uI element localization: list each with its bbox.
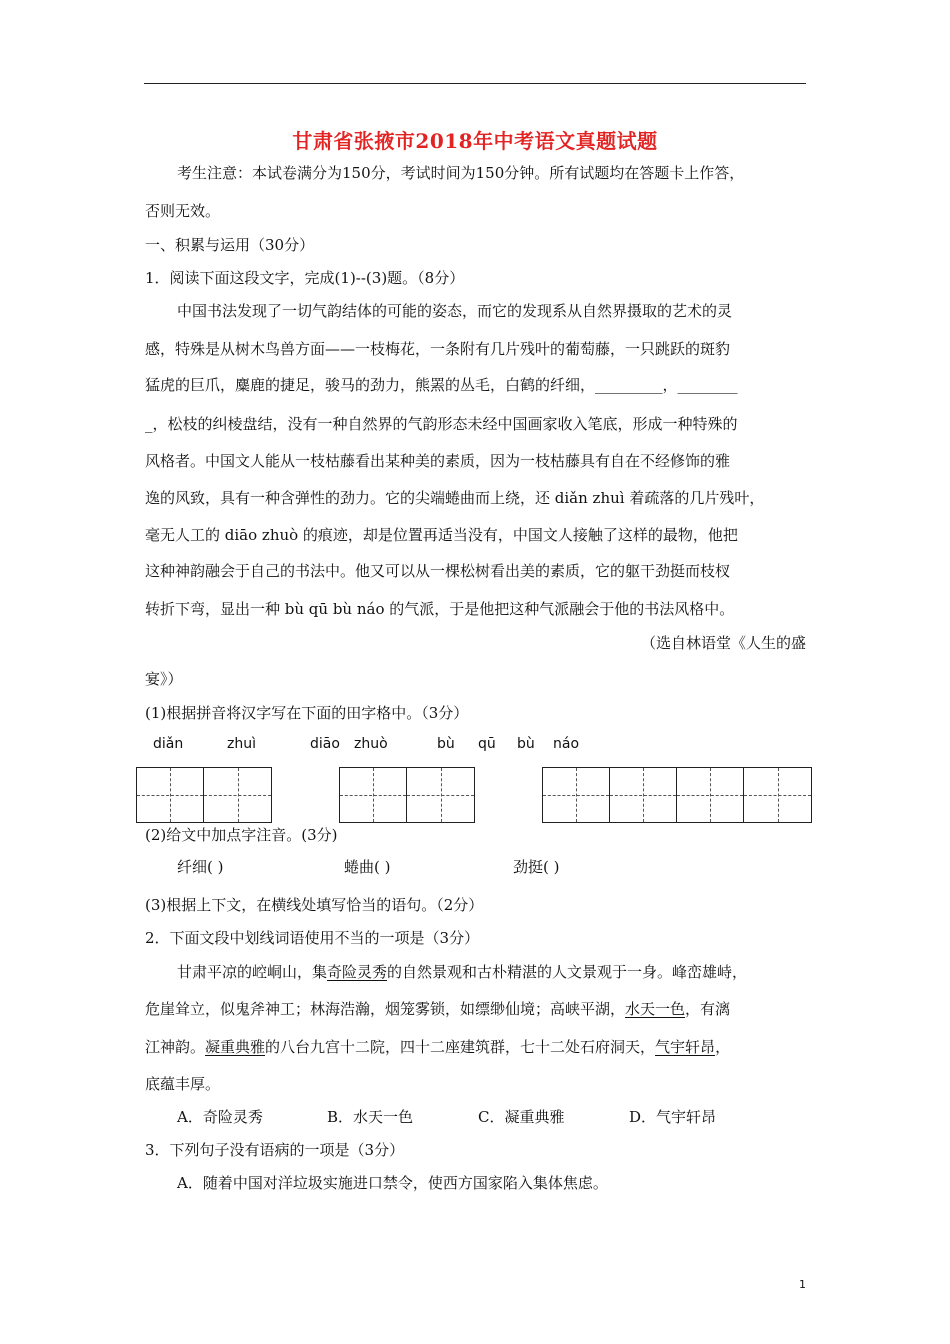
subquestion-1: (1)根据拼音将汉字写在下面的田字格中。（3分）: [145, 704, 469, 722]
underlined-term: 水天一色: [625, 1000, 686, 1018]
notice-line-2: 否则无效。: [145, 202, 221, 220]
passage-line: 这种神韵融会于自己的书法中。他又可以从一棵松树看出美的素质，它的躯干劲挺而枝杈: [145, 562, 731, 580]
tianzige-cell[interactable]: [677, 768, 744, 822]
text-segment: 的自然景观和古朴精湛的人文景观于一身。峰峦雄峙，: [387, 963, 748, 981]
tianzige-cell[interactable]: [340, 768, 407, 822]
pinyin-label: zhuò: [354, 736, 388, 752]
tianzige-cell[interactable]: [137, 768, 204, 822]
passage-line: 猛虎的巨爪，麋鹿的捷足，骏马的劲力，熊罴的丛毛，白鹤的纤细，_________，________: [145, 376, 738, 394]
option-a[interactable]: A．奇险灵秀: [177, 1108, 263, 1126]
underlined-term: 气宇轩昂: [655, 1038, 716, 1056]
passage-line: 毫无人工的 diāo zhuò 的痕迹，却是位置再适当没有，中国文人接触了这样的最物，他把: [145, 526, 738, 544]
q2-passage-line-3: [145, 1037, 730, 1057]
annotation-item: 纤细( ): [177, 858, 224, 876]
passage-line: 中国书法发现了一切气韵结体的可能的姿态，而它的发现系从自然界摄取的艺术的灵: [177, 302, 733, 320]
text-segment: 甘肃平凉的崆峒山，集: [177, 963, 328, 981]
q2-passage-line-1: [177, 962, 747, 982]
text-segment: 江神韵。: [145, 1038, 206, 1056]
pinyin-label: zhuì: [227, 736, 256, 752]
text-segment: ，有漓: [685, 1000, 731, 1018]
tianzige-cell[interactable]: [610, 768, 677, 822]
underlined-term: 凝重典雅: [205, 1038, 266, 1056]
q2-passage-line-2: [145, 999, 730, 1019]
question-3-stem: 3．下列句子没有语病的一项是（3分）: [145, 1141, 405, 1159]
tianzige-grid-3[interactable]: [542, 767, 812, 823]
tianzige-grid-2[interactable]: [339, 767, 475, 823]
pinyin-label: diāo: [310, 736, 340, 752]
annotation-item: 蜷曲( ): [344, 858, 391, 876]
tianzige-cell[interactable]: [204, 768, 271, 822]
tianzige-grid-1[interactable]: [136, 767, 272, 823]
pinyin-label: náo: [553, 736, 580, 752]
section-heading: 一、积累与运用（30分）: [145, 236, 315, 254]
pinyin-label: qū: [478, 736, 496, 752]
passage-line: 风格者。中国文人能从一枝枯藤看出某种美的素质，因为一枝枯藤具有自在不经修饰的雅: [145, 452, 731, 470]
tianzige-cell[interactable]: [744, 768, 811, 822]
text-segment: 的八台九宫十二院，四十二座建筑群，七十二处石府洞天，: [265, 1038, 656, 1056]
header-rule: [144, 83, 806, 84]
passage-line: _，松枝的纠棱盘结，没有一种自然界的气韵形态未经中国画家收入笔底，形成一种特殊的: [145, 415, 738, 433]
q3-option-a[interactable]: A．随着中国对洋垃圾实施进口禁令，使西方国家陷入集体焦虑。: [177, 1174, 608, 1192]
text-segment: ，: [715, 1038, 731, 1056]
pinyin-label: diǎn: [153, 736, 184, 752]
tianzige-cell[interactable]: [407, 768, 474, 822]
question-2-stem: 2．下面文段中划线词语使用不当的一项是（3分）: [145, 929, 480, 947]
tianzige-cell[interactable]: [543, 768, 610, 822]
subquestion-3: (3)根据上下文，在横线处填写恰当的语句。（2分）: [145, 896, 484, 914]
question-1-stem: 1．阅读下面这段文字，完成(1)--(3)题。（8分）: [145, 269, 465, 287]
text-segment: 危崖耸立，似鬼斧神工；林海浩瀚，烟笼雾锁，如缥缈仙境；高峡平湖，: [145, 1000, 626, 1018]
passage-line: 逸的风致，具有一种含弹性的劲力。它的尖端蜷曲而上绕，还 diǎn zhuì 着疏落的几片残叶，: [145, 489, 765, 507]
option-c[interactable]: C．凝重典雅: [478, 1108, 565, 1126]
annotation-item: 劲挺( ): [513, 858, 560, 876]
source-citation-1: （选自林语堂《人生的盛: [640, 634, 806, 652]
option-b[interactable]: B．水天一色: [327, 1108, 414, 1126]
page-number: 1: [799, 1278, 806, 1291]
option-d[interactable]: D．气宇轩昂: [629, 1108, 717, 1126]
notice-line-1: 考生注意：本试卷满分为150分，考试时间为150分钟。所有试题均在答题卡上作答，: [177, 164, 745, 182]
pinyin-label: bù: [517, 736, 535, 752]
passage-line: 转折下弯，显出一种 bù qū bù náo 的气派，于是他把这种气派融会于他的书法风格中。: [145, 600, 735, 618]
q2-passage-line-4: 底蕴丰厚。: [145, 1075, 221, 1093]
source-citation-2: 宴》）: [145, 670, 183, 688]
pinyin-label: bù: [437, 736, 455, 752]
passage-line: 感，特殊是从树木鸟兽方面——一枝梅花，一条附有几片残叶的葡萄藤，一只跳跃的斑豹: [145, 340, 731, 358]
page-title: 甘肃省张掖市2018年中考语文真题试题: [292, 129, 658, 153]
underlined-term: 奇险灵秀: [327, 963, 388, 981]
subquestion-2: (2)给文中加点字注音。(3分): [145, 826, 338, 844]
